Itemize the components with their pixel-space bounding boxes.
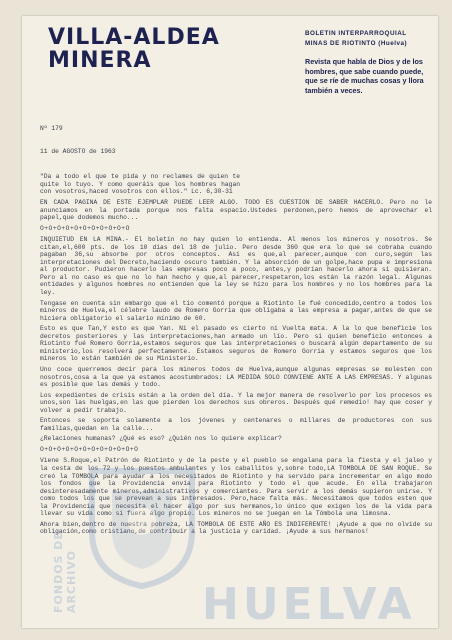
paragraph: Viene S.Roque,el Patrón de Riotinto y de la peste y el pueblo se engalana para la fiesta y el jaleo y la cesta de los 72 y los puestos ambulantes y los caballitos y,sobre todo,LA TOMBOLA DE SAN ROQUE. Se creó la TOMBOLA para ayudar a los necesitados de Riotinto y ha servido para incrementar en algo modo los fondos que la Providencia envía para Riotinto y todo el que acude. En ella trabajaron desinteresadamente mineros,administrativos y comerciantes. Para servir a los demás supieron unirse. Y como todos los que se prevean a sus interesados. Pero,hace falta más. Necesitamos que todos esten que la Providencia que necesita el hacer algo por sus hermanos,lo único que exigen los de la vida para llevar su vida como si fuera algo propio. Los mineros no se juegan en la Tómbola una limosna. xyxy=(40,457,436,518)
bulletin-line-1: BOLETIN INTERPARROQUIAL xyxy=(305,30,407,37)
article-body xyxy=(40,110,436,539)
bulletin-info xyxy=(305,29,435,49)
separator: O+O+O+O+O+O+O+O+O+O+O+O xyxy=(40,445,139,453)
separator: O+O+O+O+O+O+O+O+O+O+O xyxy=(40,224,130,232)
paragraph: Ahora bien,dentro de nuestra pobreza, LA TOMBOLA DE ESTE AÑO ES INDIFERENTE! ¡Ayude a que no olvide su obligación,como cristiano,de contribuir a la justicia y caridad. ¡Ayude a sus hermanos! xyxy=(40,520,436,536)
paragraph: Los expedientes de crisis están a la orden del día. Y la mejor manera de resolverlo por los procesos es unos,son las huelgas,en las que pierden los derechos sus obreros. Después qué remedio! hay que coser y volver a pedir trabajo. xyxy=(40,391,436,414)
issue-date: 11 de AGOSTO de 1963 xyxy=(40,147,116,155)
paragraph: Entonces se soporta solamente a los jóvenes y centenares o millares de productores con sus familias,quedan en la calle... xyxy=(40,417,436,432)
watermark-text: HUELVA xyxy=(202,579,416,628)
paragraph: Uno coce querremos decir para los mineros todos de Huelva,aunque algunas empresas se molesten con nosotros,cosa a la que ya estamos acostumbrados: LA MEDIDA SOLO CONVIENE ANTE A LAS EMPRESAS. Y algunas es posible que las demás y todo. xyxy=(40,365,436,389)
paragraph: Esto es que Tan,Y esto es que Yan. Ni el pasado es cierto ni Vuelta mata. A la lo que beneficie los decretos posteriores y las interpretaciones,han armado un lío. Pero si quien beneficio entonces a Riotinto fué Romero Gorria,estamos seguros que las interpretaciones o buscará algún departamento de su ministerio,los resolverá perfectamente. Estamos seguros de Romero Gorria y estamos seguros que los mineros lo están también de su Ministerio. xyxy=(40,325,436,363)
publication-title xyxy=(48,26,248,72)
paragraph: INQUIETUD EN LA MINA.- El boletín no hay quien lo entienda. Al menos los mineros y nosotros. Se citan,el,600 pts. de los 10 días del 18 de julio. Pero desde 360 que era lo que se cobraba cuando pagaban 36,su absorbe por otros conceptos. Así es que,al parecer,aunque con curo,según las interpretaciones del Decreto,haciendo oscuro también. Y la absorción de un golpe,hace pupa e impresiona al productor. Pudieron hacerlo las empresas poco a poco, antes,y podrían hacerlo ahora si quisieran. Pero al no caso es que no lo han hecho y que,al parecer,respetaron,los están la razón legal. Algunas entidades y algunos hombres no entienden que la ley se hizo para los hombres y no los hombres para la ley. xyxy=(40,236,436,297)
watermark-vertical-text: FONDOS DE ARCHIVO xyxy=(52,531,78,613)
paragraph: Tengase en cuenta sin embargo que el tío comentó porque a Riotinto le fué concedido,centro a todos los mineros de Huelva,el célebre laudo de Romero Gorria que obligaba a las empresa a pagar,antes de que se hiciera obligatorio el salario mínimo de 60. xyxy=(40,299,436,322)
title-line-2: MINERA xyxy=(48,48,152,73)
paragraph: ¿Relaciones humanas? ¿Qué es eso? ¿Quién nos lo quiere explicar? xyxy=(40,435,282,443)
scripture-quote: "Da a todo el que te pida y no reclames de quien te quite lo tuyo. Y como queráis que los hombres hagan con vosotros,haced vosotros con ellos." Lc. 6,30-31 xyxy=(40,173,244,196)
masthead xyxy=(22,16,438,106)
issue-header xyxy=(40,110,432,170)
paragraph: EN CADA PAGINA DE ESTE EJEMPLAR PUEDE LEER ALGO. TODO ES CUESTION DE SABER HACERLO. Pero no le anunciamos en la portada porque nos falta espacio.Ustedes perdonen,pero hemos de aprovechar el papel,que dodemos mucho... xyxy=(40,199,436,222)
title-line-1: VILLA-ALDEA xyxy=(48,25,220,50)
document-page xyxy=(22,16,438,628)
tagline: Revista que habla de Dios y de los hombres, que sabe cuando puede, que se ríe de muchas cosas y llora también a veces. xyxy=(305,57,424,95)
issue-number: Nº 179 xyxy=(40,125,63,133)
bulletin-line-2: MINAS DE RIOTINTO (Huelva) xyxy=(305,40,408,47)
